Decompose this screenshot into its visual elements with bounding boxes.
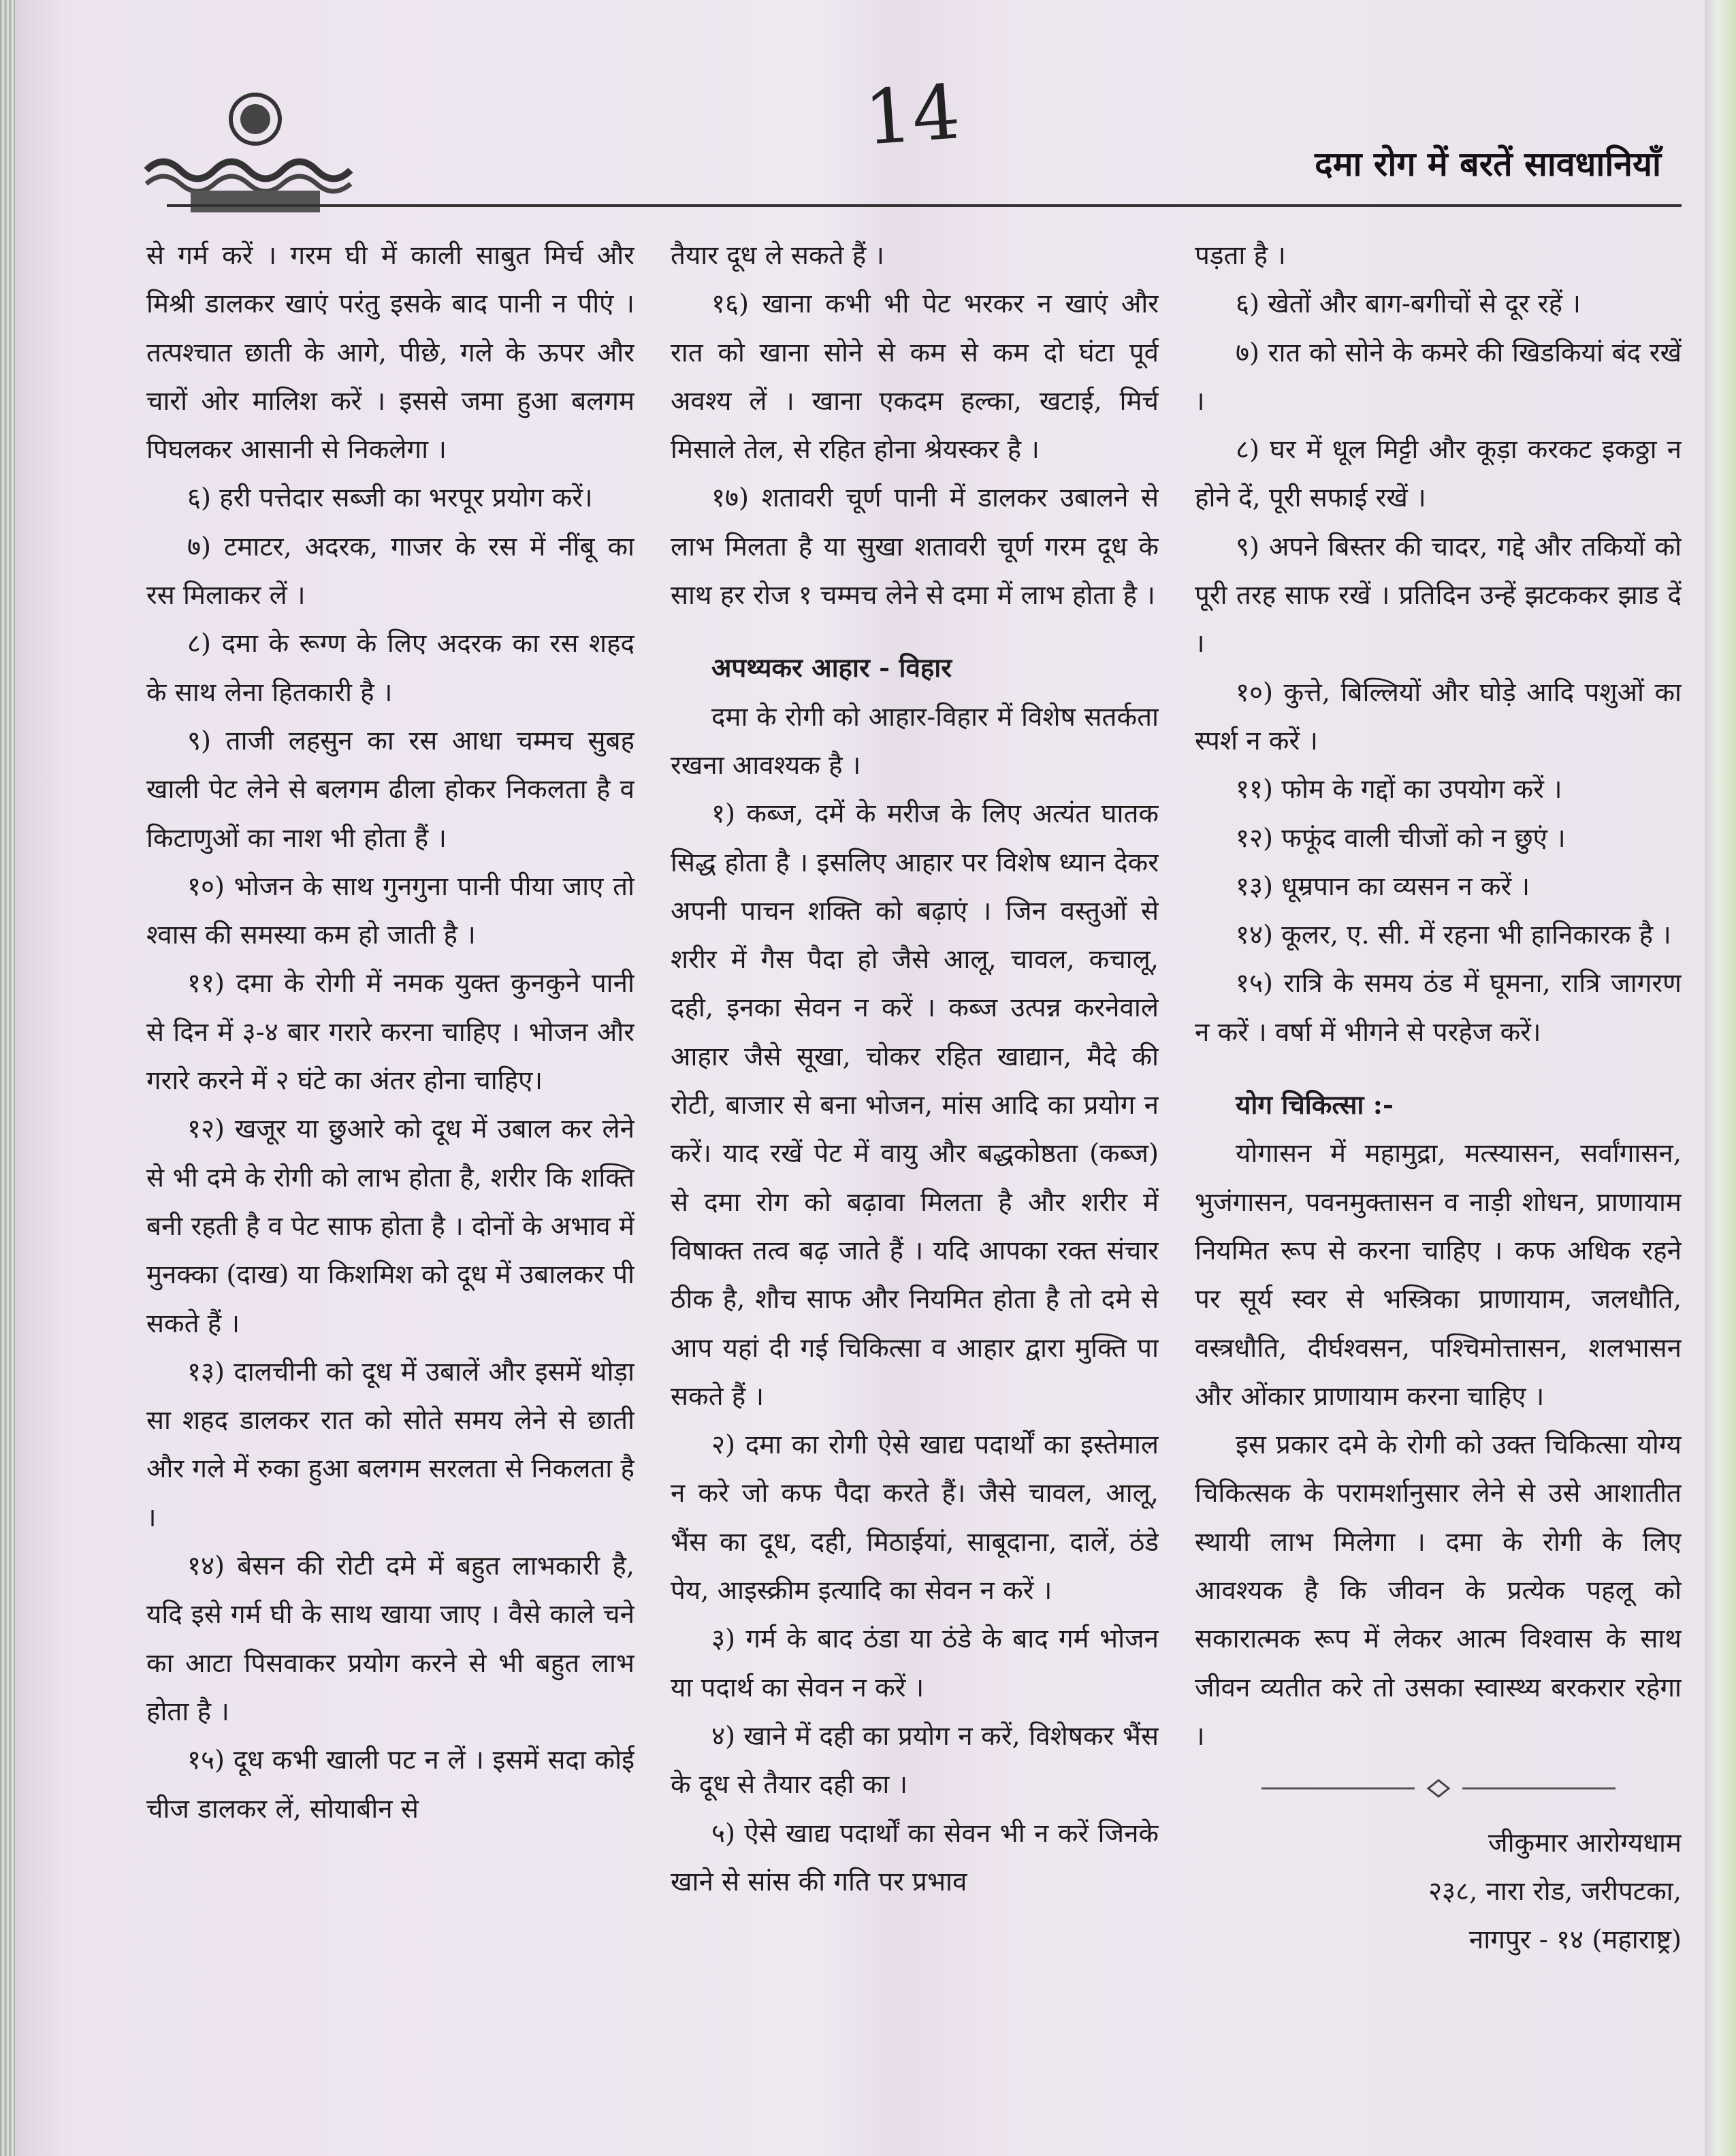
paragraph: १२) फफूंद वाली चीजों को न छुएं । [1236, 822, 1566, 854]
paragraph: १४) बेसन की रोटी दमे में बहुत लाभकारी है, यदि इसे गर्म घी के साथ खाया जाए । वैसे काले चने का आटा पिसवाकर प्रयोग करने से भी बहुत लाभ होता है । [146, 1551, 634, 1727]
section-heading: अपथ्यकर आहार - विहार [711, 653, 952, 684]
paragraph: ३) गर्म के बाद ठंडा या ठंडे के बाद गर्म भोजन या पदार्थ का सेवन न करें । [671, 1624, 1159, 1703]
ornamental-divider-icon [1195, 1766, 1682, 1814]
paragraph: २) दमा का रोगी ऐसे खाद्य पदार्थों का इस्तेमाल न करे जो कफ पैदा करते हैं। जैसे चावल, आलू, भैंस का दूध, दही, मिठाईयां, साबूदाना, दालें, ठंडे पेय, आइस्क्रीम इत्यादि का सेवन न करें । [671, 1430, 1159, 1607]
paragraph: १३) धूम्रपान का व्यसन न करें । [1236, 871, 1530, 902]
publication-logo-icon [143, 89, 368, 218]
paragraph: ८) घर में धूल मिट्टी और कूड़ा करकट इकठ्ठा न होने दें, पूरी सफाई रखें । [1195, 434, 1682, 514]
paragraph: १५) दूध कभी खाली पट न लें । इसमें सदा कोई चीज डालकर लें, सोयाबीन से [146, 1745, 634, 1824]
address-line: २३८, नारा रोड, जरीपटका, [1428, 1876, 1682, 1907]
page-right-edge [1705, 0, 1736, 2156]
header-rule [167, 204, 1682, 207]
paragraph: ४) खाने में दही का प्रयोग न करें, विशेषकर भैंस के दूध से तैयार दही का । [671, 1720, 1159, 1801]
paragraph: इस प्रकार दमे के रोगी को उक्त चिकित्सा योग्य चिकित्सक के परामर्शानुसार लेने से उसे आशातीत स्थायी लाभ मिलेगा । दमा के रोगी के लिए आवश्यक है कि जीवन के प्रत्येक पहलू को सकारात्मक रूप में लेकर आत्म विश्वास के साथ जीवन व्यतीत करे तो उसका स्वास्थ्य बरकरार रहेगा । [1195, 1430, 1682, 1752]
paragraph: दमा के रोगी को आहार-विहार में विशेष सतर्कता रखना आवश्यक है । [671, 701, 1159, 781]
paragraph: १३) दालचीनी को दूध में उबालें और इसमें थोड़ा सा शहद डालकर रात को सोते समय लेने से छाती और गले में रुका हुआ बलगम सरलता से निकलता है । [146, 1356, 634, 1533]
paragraph: १४) कूलर, ए. सी. में रहना भी हानिकारक है । [1236, 920, 1671, 951]
paragraph: ६) हरी पत्तेदार सब्जी का भरपूर प्रयोग करें। [187, 483, 593, 514]
paragraph: १०) कुत्ते, बिल्लियों और घोड़े आदि पशुओं का स्पर्श न करें । [1195, 677, 1682, 756]
binding-edge [0, 0, 15, 2156]
paragraph: ९) ताजी लहसुन का रस आधा चम्मच सुबह खाली पेट लेने से बलगम ढीला होकर निकलता है व किटाणुओं का नाश भी होता हैं । [146, 725, 634, 854]
paragraph: तैयार दूध ले सकते हैं । [671, 240, 884, 271]
paragraph: ५) ऐसे खाद्य पदार्थों का सेवन भी न करें जिनके खाने से सांस की गति पर प्रभाव [671, 1818, 1159, 1897]
paragraph: ७) रात को सोने के कमरे की खिडकियां बंद रखें । [1195, 337, 1682, 417]
paragraph: से गर्म करें । गरम घी में काली साबुत मिर्च और मिश्री डालकर खाएं परंतु इसके बाद पानी न पीएं । तत्पश्चात छाती के आगे, पीछे, गले के ऊपर और चारों ओर मालिश करें । इससे जमा हुआ बलगम पिघलकर आसानी से निकलेगा । [146, 240, 634, 466]
paragraph: ९) अपने बिस्तर की चादर, गद्दे और तकियों को पूरी तरह साफ रखें । प्रतिदिन उन्हें झटककर झाड दें । [1195, 531, 1682, 660]
text-column-2 [671, 231, 1159, 2138]
address-line: जीकुमार आरोग्यधाम [1488, 1827, 1682, 1859]
paragraph: ८) दमा के रूग्ण के लिए अदरक का रस शहद के साथ लेना हितकारी है । [146, 628, 634, 708]
paragraph: ११) दमा के रोगी में नमक युक्त कुनकुने पानी से दिन में ३-४ बार गरारे करना चाहिए । भोजन और गरारे करने में २ घंटे का अंतर होना चाहिए। [146, 968, 634, 1097]
paragraph: पड़ता है । [1195, 240, 1286, 271]
running-header-title: दमा रोग में बरतें सावधानियाँ [1315, 144, 1661, 184]
text-column-1 [146, 231, 634, 2138]
paragraph: ७) टमाटर, अदरक, गाजर के रस में नींबू का रस मिलाकर लें । [146, 531, 634, 611]
text-column-3 [1195, 231, 1682, 2138]
paragraph: १७) शतावरी चूर्ण पानी में डालकर उबालने से लाभ मिलता है या सुखा शतावरी चूर्ण गरम दूध के साथ हर रोज १ चम्मच लेने से दमा में लाभ होता है । [671, 483, 1159, 611]
paragraph: ६) खेतों और बाग-बगीचों से दूर रहें । [1236, 289, 1581, 320]
paragraph: १) कब्ज, दमें के मरीज के लिए अत्यंत घातक सिद्ध होता है । इसलिए आहार पर विशेष ध्यान देकर अपनी पाचन शक्ति को बढ़ाएं । जिन वस्तुओं से शरीर में गैस पैदा हो जैसे आलू, चावल, कचालू, दही, इनका सेवन न करें । कब्ज उत्पन्न करनेवाले आहार जैसे सूखा, चोकर रहित खाद्यान, मैदे की रोटी, बाजार से बना भोजन, मांस आदि का प्रयोग न करें। याद रखें पेट में वायु और बद्धकोष्ठता (कब्ज) से दमा रोग को बढ़ावा मिलता है और शरीर में विषाक्त तत्व बढ़ जाते हैं । यदि आपका रक्त संचार ठीक है, शौच साफ और नियमित होता है तो दमे से आप यहां दी गई चिकित्सा व आहार द्वारा मुक्ति पा सकते हैं । [671, 799, 1159, 1412]
handwritten-page-number: 14 [861, 68, 963, 162]
paragraph: १५) रात्रि के समय ठंड में घूमना, रात्रि जागरण न करें । वर्षा में भीगने से परहेज करें। [1195, 968, 1682, 1048]
paragraph: ११) फोम के गद्दों का उपयोग करें । [1236, 774, 1562, 805]
paragraph: १२) खजूर या छुआरे को दूध में उबाल कर लेने से भी दमे के रोगी को लाभ होता है, शरीर कि शक्ति बनी रहती है व पेट साफ होता है । दोनों के अभाव में मुनक्का (दाख) या किशमिश को दूध में उबालकर पी सकते हैं । [146, 1114, 634, 1339]
paragraph: १६) खाना कभी भी पेट भरकर न खाएं और रात को खाना सोने से कम से कम दो घंटा पूर्व अवश्य लें । खाना एकदम हल्का, खटाई, मिर्च मिसाले तेल, से रहित होना श्रेयस्कर है । [671, 289, 1159, 466]
section-heading: योग चिकित्सा :- [1236, 1090, 1394, 1121]
paragraph: योगासन में महामुद्रा, मत्स्यासन, सर्वांगासन, भुजंगासन, पवनमुक्तासन व नाड़ी शोधन, प्राणायाम नियमित रूप से करना चाहिए । कफ अधिक रहने पर सूर्य स्वर से भस्त्रिका प्राणायाम, जलधौति, वस्त्रधौति, दीर्घश्वसन, पश्चिमोत्तासन, शलभासन और ओंकार प्राणायाम करना चाहिए । [1195, 1138, 1682, 1412]
paragraph: १०) भोजन के साथ गुनगुना पानी पीया जाए तो श्वास की समस्या कम हो जाती है । [146, 871, 634, 951]
address-line: नागपुर - १४ (महाराष्ट्र) [1468, 1925, 1682, 1956]
